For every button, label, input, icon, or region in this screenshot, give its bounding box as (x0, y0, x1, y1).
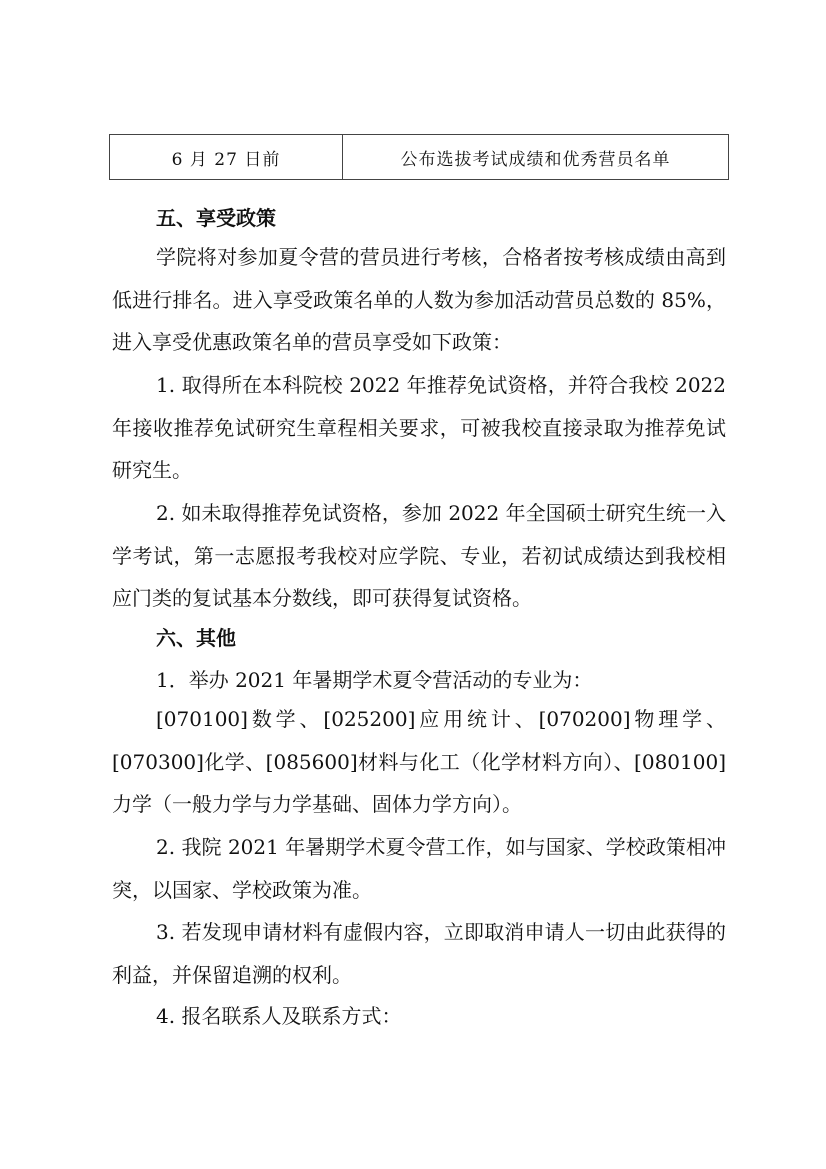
section5-heading: 五、享受政策 (156, 206, 276, 230)
section6-item3: 3. 若发现申请材料有虚假内容，立即取消申请人一切由此获得的利益，并保留追溯的权利。 (112, 920, 726, 987)
section6-item4: 4. 报名联系人及联系方式： (156, 1004, 402, 1028)
schedule-event-cell: 公布选拔考试成绩和优秀营员名单 (343, 135, 729, 180)
schedule-date-cell: 6 月 27 日前 (110, 135, 343, 180)
table-row (110, 135, 729, 180)
section5-item1: 1. 取得所在本科院校 2022 年推荐免试资格，并符合我校 2022 年接收推荐免试研究生章程相关要求，可被我校直接录取为推荐免试研究生。 (112, 373, 726, 482)
section5-intro: 学院将对参加夏令营的营员进行考核，合格者按考核成绩由高到低进行排名。进入享受政策名单的人数为参加活动营员总数的 85%，进入享受优惠政策名单的营员享受如下政策： (112, 245, 726, 354)
schedule-table (109, 134, 729, 180)
section5-item2: 2. 如未取得推荐免试资格，参加 2022 年全国硕士研究生统一入学考试，第一志愿报考我校对应学院、专业，若初试成绩达到我校相应门类的复试基本分数线，即可获得复试资格。 (112, 501, 726, 610)
section6-item2: 2. 我院 2021 年暑期学术夏令营工作，如与国家、学校政策相冲突，以国家、学校政策为准。 (112, 835, 726, 902)
section6-item1: 1．举办 2021 年暑期学术夏令营活动的专业为： (156, 668, 593, 692)
section6-majors: [070100]数学、[025200]应用统计、[070200]物理学、[070300]化学、[085600]材料与化工（化学材料方向）、[080100]力学（一般力学与力学基础、固体力学方向）。 (112, 707, 726, 816)
section6-heading: 六、其他 (156, 626, 236, 650)
